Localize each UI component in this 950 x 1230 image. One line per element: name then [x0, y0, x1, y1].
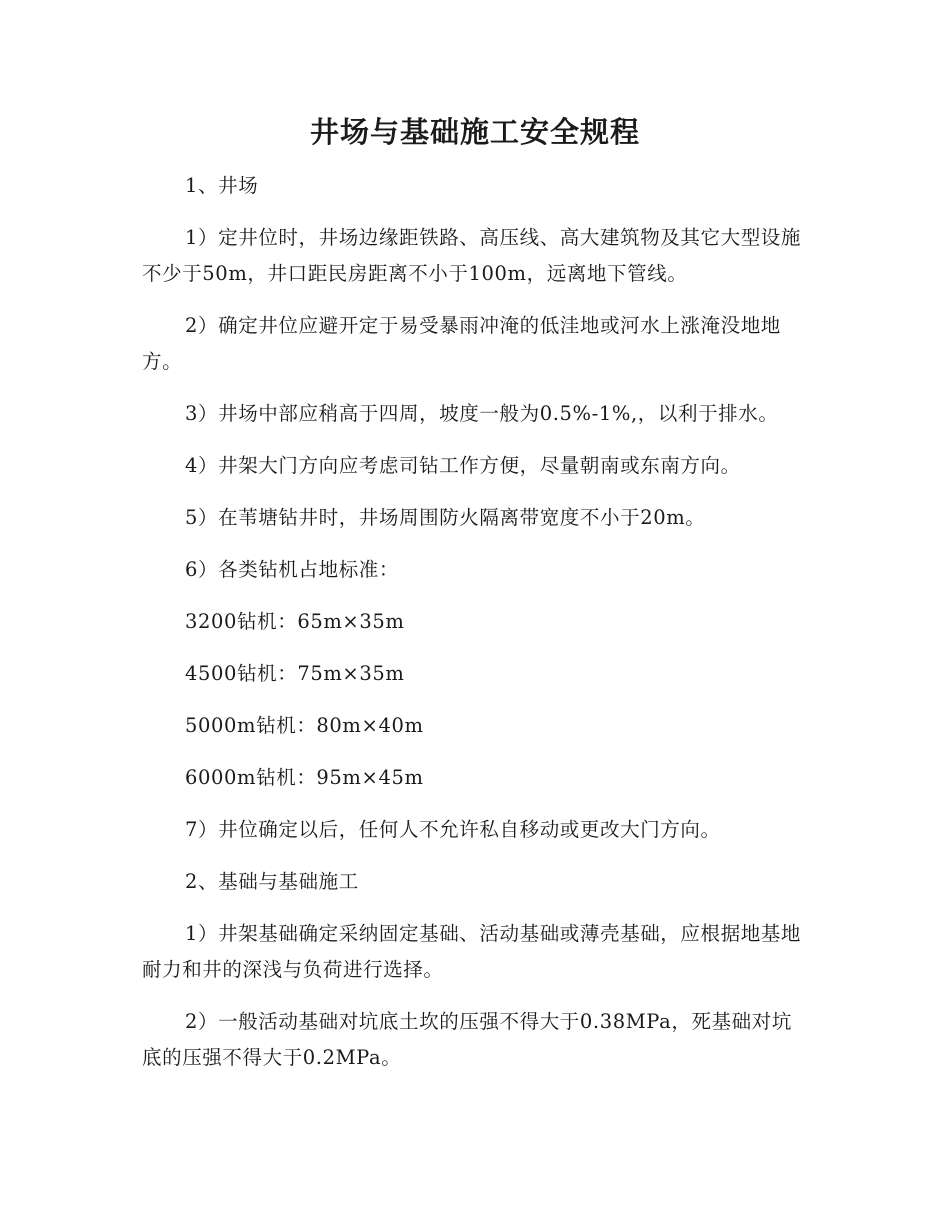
list-item-rig-3200: 3200钻机：65m×35m — [185, 610, 405, 633]
paragraph-avoid-lowland: 2）确定井位应避开定于易受暴雨冲淹的低洼地或河水上涨淹没地地方。 — [142, 314, 781, 373]
paragraph-well-location-distance: 1）定井位时，井场边缘距铁路、高压线、高大建筑物及其它大型设施不少于50m，井口距民房距离不小于100m，远离地下管线。 — [142, 226, 802, 285]
list-item-rig-6000: 6000m钻机：95m×45m — [185, 766, 424, 789]
paragraph-gate-direction: 4）井架大门方向应考虑司钻工作方便，尽量朝南或东南方向。 — [185, 454, 741, 477]
paragraph-firebreak: 5）在苇塘钻井时，井场周围防火隔离带宽度不小于20m。 — [185, 506, 706, 529]
paragraph-no-moving: 7）井位确定以后，任何人不允许私自移动或更改大门方向。 — [185, 818, 721, 841]
section-heading-foundation: 2、基础与基础施工 — [185, 870, 359, 893]
paragraph-foundation-type: 1）井架基础确定采纳固定基础、活动基础或薄壳基础，应根据地基地耐力和井的深浅与负荷进行选择。 — [142, 922, 802, 981]
list-item-rig-4500: 4500钻机：75m×35m — [185, 662, 405, 685]
document-title: 井场与基础施工安全规程 — [309, 115, 640, 149]
list-item-rig-5000: 5000m钻机：80m×40m — [185, 714, 424, 737]
paragraph-foundation-pressure: 2）一般活动基础对坑底土坎的压强不得大于0.38MPa，死基础对坑底的压强不得大于0.2MPa。 — [142, 1010, 792, 1069]
paragraph-site-slope: 3）井场中部应稍高于四周，坡度一般为0.5%-1%,，以利于排水。 — [185, 402, 779, 425]
document-body — [142, 168, 812, 1092]
paragraph-land-standard-heading: 6）各类钻机占地标准： — [185, 558, 400, 581]
section-heading-well-site: 1、井场 — [185, 174, 259, 197]
